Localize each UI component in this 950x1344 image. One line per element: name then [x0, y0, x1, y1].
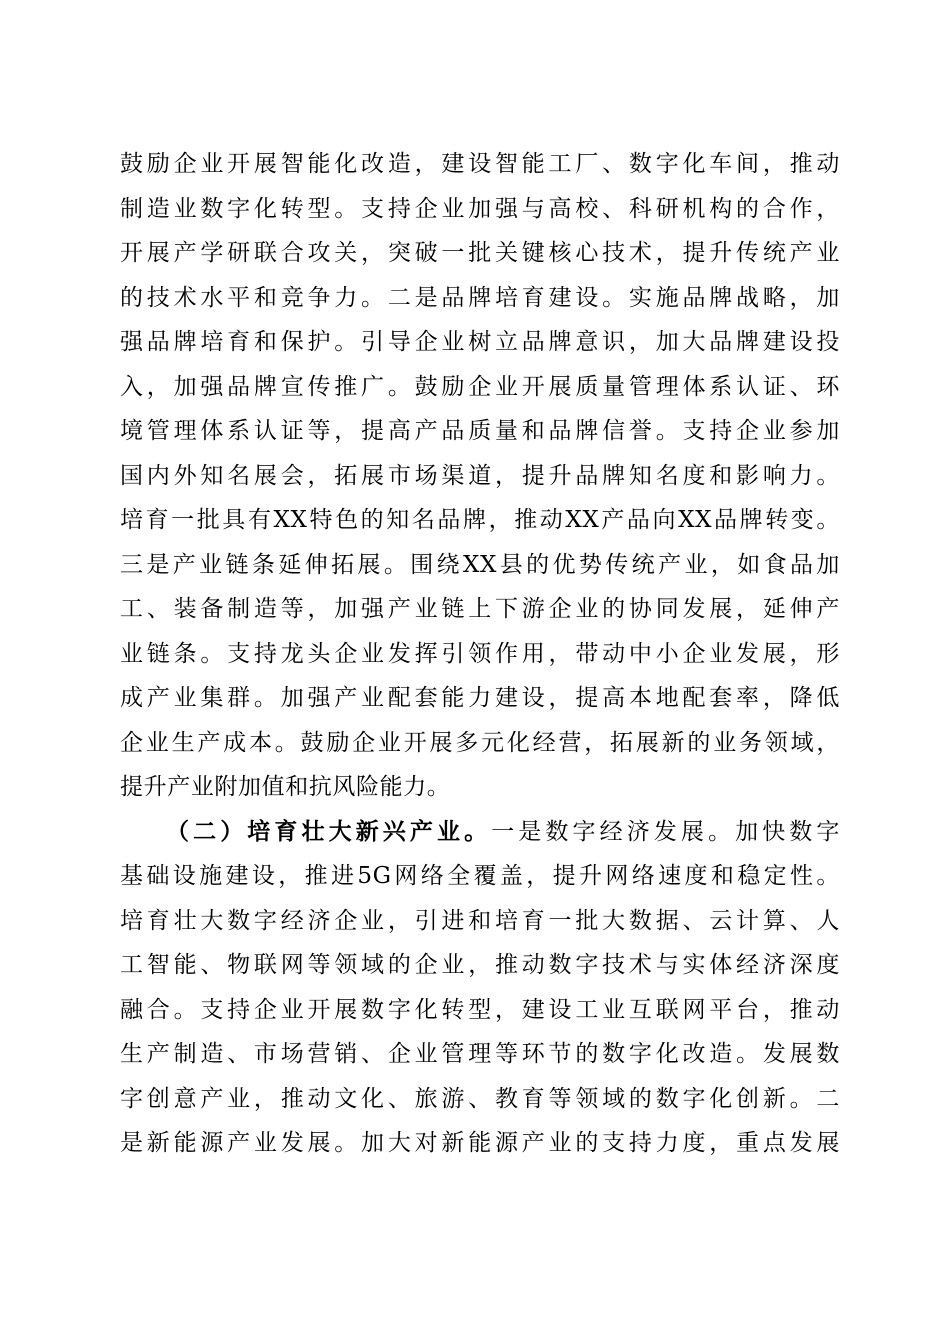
text-line: 业链条。支持龙头企业发挥引领作用，带动中小企业发展，形	[120, 640, 840, 667]
text-line: 培育壮大数字经济企业，引进和培育一批大数据、云计算、人	[120, 907, 840, 934]
text-line: 基础设施建设，推进5G网络全覆盖，提升网络速度和稳定性。	[120, 863, 840, 889]
paragraph-2	[120, 810, 840, 1166]
text-line: 培育一批具有XX特色的知名品牌，推动XX产品向XX品牌转变。	[120, 507, 840, 533]
text-line: 工智能、物联网等领域的企业，推动数字技术与实体经济深度	[120, 952, 840, 978]
text-line: 是新能源产业发展。加大对新能源产业的支持力度，重点发展	[120, 1130, 840, 1156]
section-heading: （二）培育壮大新兴产业。	[166, 818, 492, 845]
text-line: 三是产业链条延伸拓展。围绕XX县的优势传统产业，如食品加	[120, 551, 840, 578]
text-line: 工、装备制造等，加强产业链上下游企业的协同发展，延伸产	[120, 596, 840, 622]
paragraph-1	[120, 142, 840, 810]
text-segment: 一是数字经济发展。加快数字	[491, 818, 840, 845]
text-line	[120, 810, 840, 855]
text-line: 融合。支持企业开展数字化转型，建设工业互联网平台，推动	[120, 996, 840, 1023]
text-line: 鼓励企业开展智能化改造，建设智能工厂、数字化车间，推动	[120, 151, 840, 177]
text-line: 制造业数字化转型。支持企业加强与高校、科研机构的合作，	[120, 195, 840, 222]
text-line: 境管理体系认证等，提高产品质量和品牌信誉。支持企业参加	[120, 418, 840, 444]
body-text	[120, 142, 840, 1166]
text-line: 开展产学研联合攻关，突破一批关键核心技术，提升传统产业	[120, 240, 840, 266]
text-line: 的技术水平和竞争力。二是品牌培育建设。实施品牌战略，加	[120, 284, 840, 311]
text-line: 国内外知名展会，拓展市场渠道，提升品牌知名度和影响力。	[120, 462, 840, 489]
text-line: 入，加强品牌宣传推广。鼓励企业开展质量管理体系认证、环	[120, 373, 840, 400]
text-line: 企业生产成本。鼓励企业开展多元化经营，拓展新的业务领域，	[120, 729, 840, 756]
text-line: 生产制造、市场营销、企业管理等环节的数字化改造。发展数	[120, 1041, 840, 1067]
text-line: 提升产业附加值和抗风险能力。	[120, 774, 451, 800]
text-line: 成产业集群。加强产业配套能力建设，提高本地配套率，降低	[120, 685, 840, 711]
text-line: 强品牌培育和保护。引导企业树立品牌意识，加大品牌建设投	[120, 329, 840, 355]
text-line: 字创意产业，推动文化、旅游、教育等领域的数字化创新。二	[120, 1085, 840, 1112]
